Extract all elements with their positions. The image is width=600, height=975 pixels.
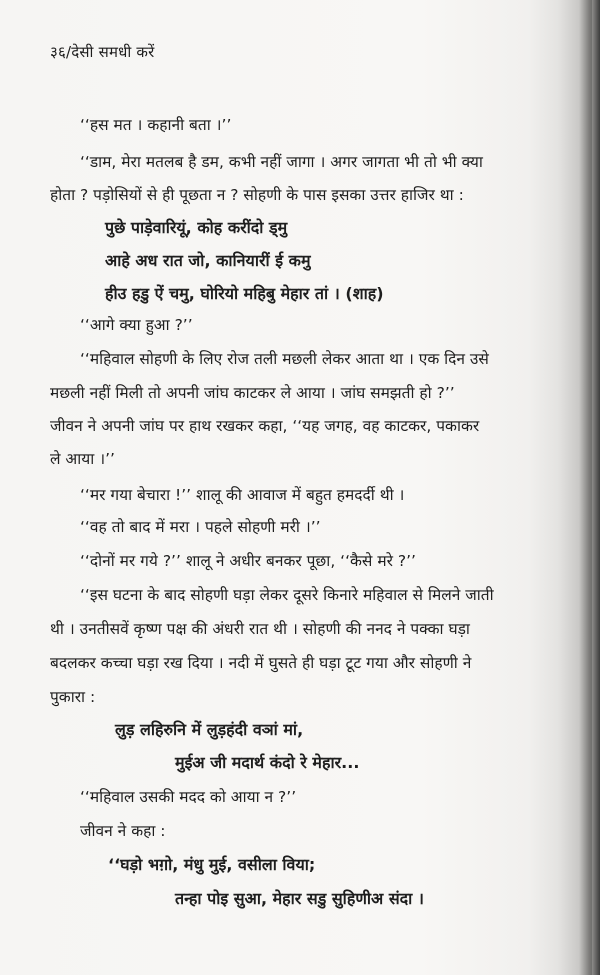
text-line: ‘‘इस घटना के बाद सोहणी घड़ा लेकर दूसरे किनारे महिवाल से मिलने जाती	[80, 586, 494, 604]
verse-line: ‘‘घड़ो भग़ो, मंधु मुई, वसीला विया;	[108, 855, 316, 874]
text-line: ‘‘मर गया बेचारा !’’ शालू की आवाज में बहुत हमदर्दी थी ।	[80, 486, 405, 504]
text-line: जीवन ने अपनी जांघ पर हाथ रखकर कहा, ‘‘यह जगह, वह काटकर, पकाकर	[50, 417, 480, 435]
text-line: ‘‘महिवाल उसकी मदद को आया न ?’’	[80, 788, 297, 806]
text-line: ‘‘डाम, मेरा मतलब है डम, कभी नहीं जागा । अगर जागता भी तो भी क्या	[80, 153, 483, 171]
verse-line: पुछे पाड़ेवारियूं, कोह करींदो ड्मु	[105, 218, 288, 237]
text-line: ‘‘हस मत । कहानी बता ।’’	[80, 116, 232, 134]
text-line: होता ? पड़ोसियों से ही पूछता न ? सोहणी के पास इसका उत्तर हाजिर था :	[50, 186, 464, 204]
verse-line: हीउ हडु ऐं चमु, घोरियो महिबु मेहार तां । (शाह)	[105, 284, 384, 303]
text-line: ‘‘वह तो बाद में मरा । पहले सोहणी मरी ।’’	[80, 518, 321, 536]
text-line: मछली नहीं मिली तो अपनी जांघ काटकर ले आया । जांघ समझती हो ?’’	[50, 384, 455, 402]
text-line: पुकारा :	[50, 688, 96, 706]
text-line: ले आया ।’’	[50, 450, 115, 468]
verse-line: मुईअ जी मदार्थ कंदो रे मेहार...	[175, 753, 360, 772]
text-line: ‘‘आगे क्या हुआ ?’’	[80, 316, 193, 334]
text-line: बदलकर कच्चा घड़ा रख दिया । नदी में घुसते ही घड़ा टूट गया और सोहणी ने	[50, 654, 472, 672]
text-line: ‘‘दोनों मर गये ?’’ शालू ने अधीर बनकर पूछा, ‘‘कैसे मरे ?’’	[80, 552, 416, 570]
binding-shadow	[592, 0, 600, 975]
verse-line: लुड़ लहिरुनि में लुड़हंदी वञां मां,	[115, 720, 304, 739]
verse-line: आहे अध रात जो, कानियारीं ई कमु	[105, 251, 311, 270]
text-line: ‘‘महिवाल सोहणी के लिए रोज तली मछली लेकर आता था । एक दिन उसे	[80, 350, 489, 368]
verse-line: तन्हा पोइ सुआ, मेहार सडु सुहिणीअ संदा ।	[175, 889, 424, 908]
text-line: जीवन ने कहा :	[80, 822, 166, 840]
text-line: थी । उनतीसवें कृष्ण पक्ष की अंधरी रात थी । सोहणी की ननद ने पक्का घड़ा	[50, 620, 470, 638]
running-head: ३६/देसी समधी करें	[50, 43, 155, 61]
